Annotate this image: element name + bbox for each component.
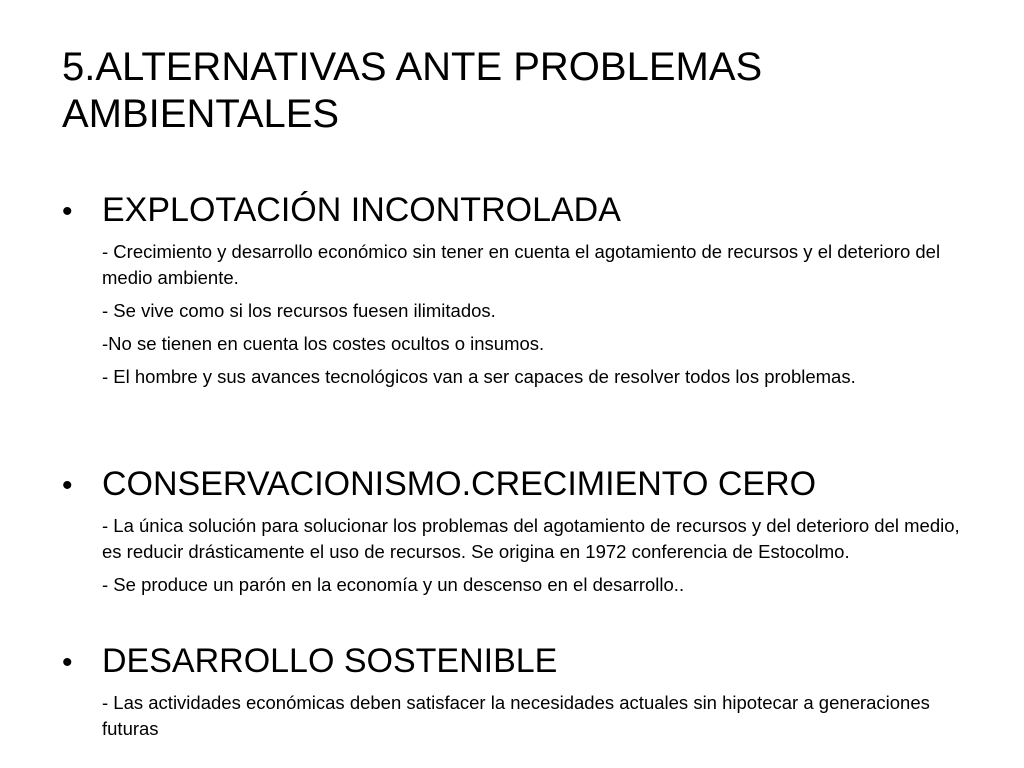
section-heading: DESARROLLO SOSTENIBLE (102, 642, 558, 680)
section-heading-row (62, 464, 962, 506)
list-item: - El hombre y sus avances tecnológicos van a ser capaces de resolver todos los problemas. (102, 366, 856, 387)
section-heading-row (62, 190, 962, 232)
list-item: - Se vive como si los recursos fuesen ilimitados. (102, 300, 496, 321)
list-item: - Crecimiento y desarrollo económico sin tener en cuenta el agotamiento de recursos y el deterioro del medio ambiente. (102, 241, 941, 288)
bullet-icon: • (62, 469, 73, 502)
bullet-icon: • (62, 195, 73, 228)
bullet-icon: • (62, 646, 73, 679)
section-heading: EXPLOTACIÓN INCONTROLADA (102, 191, 621, 229)
sub-list (102, 690, 962, 742)
list-item: - Las actividades económicas deben satisfacer la necesidades actuales sin hipotecar a generaciones futuras (102, 692, 930, 739)
list-item: - Se produce un parón en la economía y un descenso en el desarrollo.. (102, 574, 685, 595)
section-conservacionismo (62, 464, 962, 598)
list-item: -No se tienen en cuenta los costes ocultos o insumos. (102, 333, 545, 354)
sub-list (102, 513, 962, 598)
section-heading: CONSERVACIONISMO.CRECIMIENTO CERO (102, 465, 817, 503)
section-explotacion (62, 190, 962, 390)
list-item: - La única solución para solucionar los problemas del agotamiento de recursos y del deterioro del medio, es reducir drásticamente el uso de recursos. Se origina en 1972 conferencia de Estocolmo. (102, 515, 960, 562)
section-heading-row (62, 641, 962, 683)
section-desarrollo-sostenible (62, 641, 962, 742)
sub-list (102, 239, 962, 390)
page-title: 5.ALTERNATIVAS ANTE PROBLEMAS AMBIENTALES (62, 45, 763, 136)
